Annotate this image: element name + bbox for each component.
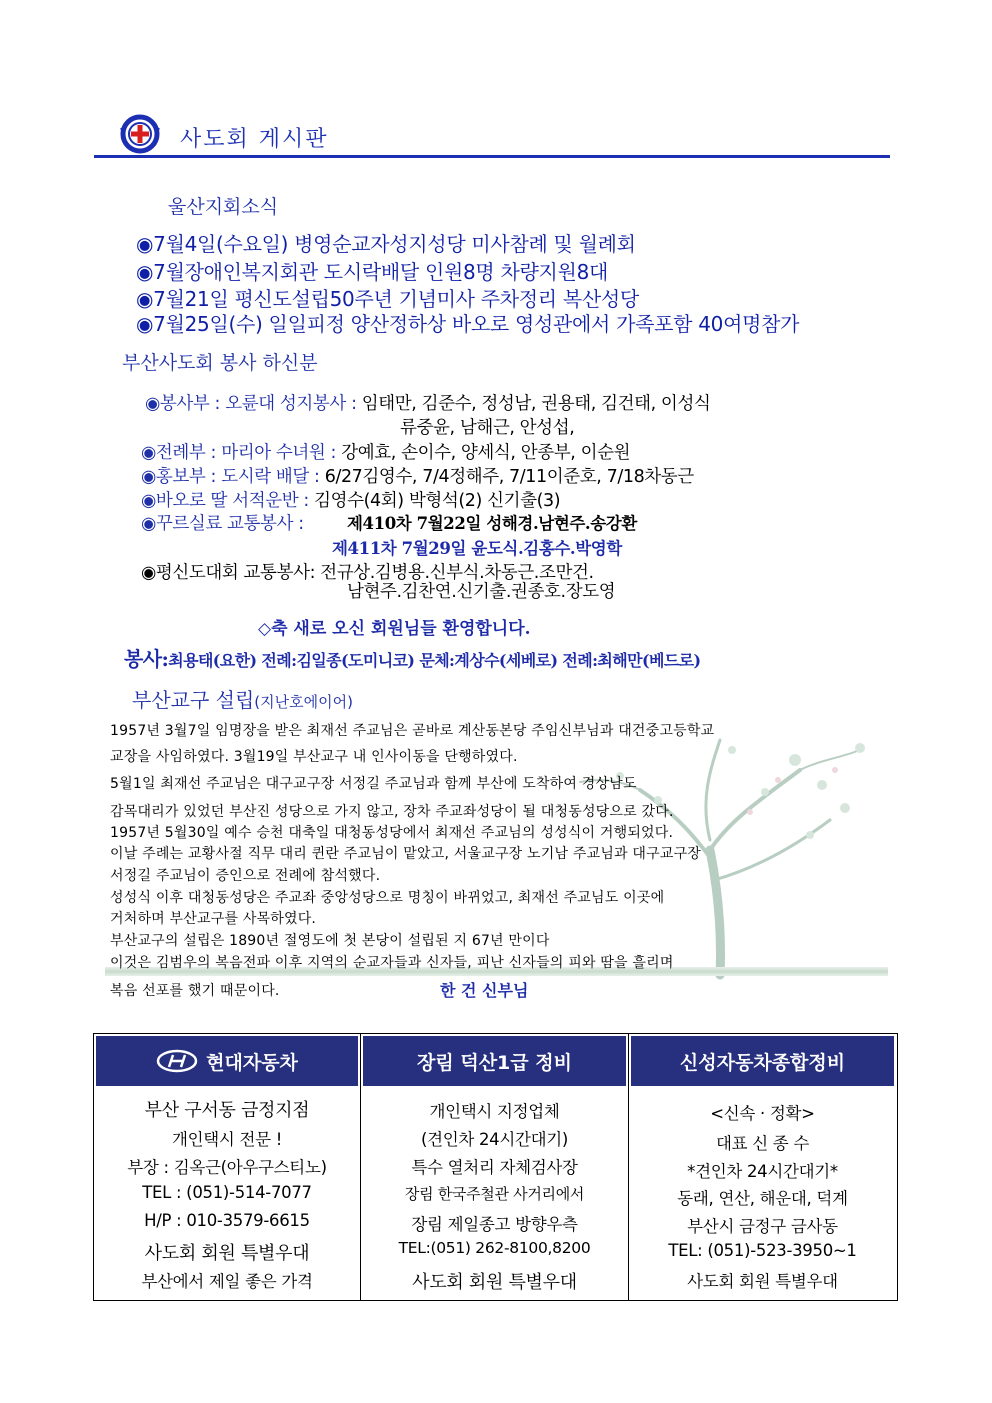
gusilyo-label: ◉꾸르실료 교통봉사 : <box>141 514 304 534</box>
ulsan-news-item: ◉7월장애인복지회관 도시락배달 인원8명 차량지원8대 <box>136 260 609 284</box>
ad-jangrim-deoksan <box>361 1034 629 1300</box>
jeonrye-line <box>141 439 630 464</box>
paulo-line <box>141 487 560 512</box>
bongsa-names-cont: 류중윤, 남해근, 안성섭, <box>400 418 575 438</box>
ad-line: 동래, 연산, 해운대, 덕계 <box>677 1189 848 1208</box>
ad-line: 개인택시 전문 ! <box>171 1130 283 1149</box>
history-heading: 부산교구 설립 <box>132 688 255 712</box>
history-line: 감목대리가 있었던 부산진 성당으로 가지 않고, 장차 주교좌성당이 될 대청동성당으로 갔다. <box>110 804 674 820</box>
history-line: 1957년 3월7일 임명장을 받은 최재선 주교님은 곧바로 계산동본당 주임신부님과 대건중고등학교 <box>110 723 715 739</box>
gusilyo-411: 제411차 7월29일 윤도식.김홍수.박영학 <box>332 539 622 558</box>
history-line: 5월1일 최재선 주교님은 대구교구장 서정길 주교님과 함께 부산에 도착하여 경상남도 <box>110 776 637 792</box>
history-source: (지난호에이어) <box>254 693 353 711</box>
welcome-new-members <box>124 643 701 672</box>
ad-line: H/P : 010-3579-6615 <box>144 1211 310 1230</box>
ad-header <box>631 1036 894 1086</box>
ad-title: 신성자동차종합정비 <box>679 1051 846 1074</box>
pyeongsin-names-cont: 남현주.김찬연.신기출.권종호.장도영 <box>347 582 616 602</box>
ad-line: 부산 구서동 금정지점 <box>144 1100 310 1121</box>
ad-line: TEL:(051) 262-8100,8200 <box>398 1239 591 1257</box>
ads-table <box>93 1033 898 1301</box>
ad-title: 장림 덕산1급 정비 <box>417 1051 572 1074</box>
ad-hyundai <box>94 1034 361 1300</box>
pyeongsin-names: 전규상.김병용.신부식.차동근.조만건. <box>320 563 594 583</box>
ad-title: 현대자동차 <box>206 1051 298 1074</box>
bongsa-line <box>145 390 710 415</box>
hongbo-names: 6/27김영수, 7/4정해주, 7/11이준호, 7/18차동근 <box>324 467 694 487</box>
ad-line: 장림 한국주철관 사거리에서 <box>404 1185 585 1203</box>
page-title: 사도회 게시판 <box>180 127 329 152</box>
ad-line: 사도회 회원 특별우대 <box>412 1272 577 1293</box>
ad-line: 부장 : 김옥근(아우구스티노) <box>127 1158 327 1177</box>
history-line: 성성식 이후 대청동성당은 주교좌 중앙성당으로 명칭이 바뀌었고, 최재선 주교님도 이곳에 <box>110 890 665 906</box>
history-line: 교장을 사임하였다. 3월19일 부산교구 내 인사이동을 단행하였다. <box>110 749 518 765</box>
busan-section-title: 부산사도회 봉사 하신분 <box>122 352 318 374</box>
ad-header <box>96 1036 358 1086</box>
hyundai-logo-icon <box>156 1049 198 1073</box>
history-line: 1957년 5월30일 예수 승천 대축일 대청동성당에서 최재선 주교님의 성성식이 거행되었다. <box>110 825 674 841</box>
jeonrye-names: 강예효, 손이수, 양세식, 안종부, 이순원 <box>341 443 631 463</box>
page-header <box>94 112 890 158</box>
ad-line: (견인차 24시간대기) <box>420 1130 569 1149</box>
history-line: 거처하며 부산교구를 사목하였다. <box>110 911 317 927</box>
welcome-lead: 봉사: <box>124 647 169 671</box>
ad-line: 부산에서 제일 좋은 가격 <box>141 1272 313 1291</box>
history-line: 복음 선포를 했기 때문이다. <box>110 983 280 999</box>
ulsan-section-title: 울산지회소식 <box>168 196 279 218</box>
ulsan-news-item: ◉7월25일(수) 일일피정 양산정하상 바오로 영성관에서 가족포함 40여명참가 <box>136 312 800 336</box>
ad-line: TEL : (051)-514-7077 <box>142 1183 312 1202</box>
ad-sinseong <box>629 1034 896 1300</box>
ulsan-news-item: ◉7월21일 평신도설립50주년 기념미사 주차정리 복산성당 <box>136 287 639 311</box>
ad-line: *견인차 24시간대기* <box>687 1162 838 1181</box>
ad-line: 사도회 회원 특별우대 <box>144 1243 310 1264</box>
ad-line: 부산시 금정구 금사동 <box>687 1217 838 1236</box>
ad-line: TEL: (051)-523-3950~1 <box>668 1241 857 1260</box>
gusilyo-line <box>141 510 304 535</box>
hongbo-label: ◉홍보부 : 도시락 배달 : <box>141 467 325 487</box>
ulsan-news-item: ◉7월4일(수요일) 병영순교자성지성당 미사참례 및 월례회 <box>136 232 636 256</box>
ad-line: 특수 열처리 자체검사장 <box>411 1158 578 1177</box>
gusilyo-410: 제410차 7월22일 성해경.남현주.송강환 <box>347 514 637 533</box>
history-line: 이날 주례는 교황사절 직무 대리 퀸란 주교님이 맡았고, 서울교구장 노기남 주교님과 대구교구장 <box>110 846 702 862</box>
welcome-names: 최용태(요한) 전례:김일종(도미니코) 문체:계상수(세베로) 전례:최해만(베드로) <box>168 651 701 670</box>
welcome-heading: ◇축 새로 오신 회원님들 환영합니다. <box>258 619 531 639</box>
history-line: 부산교구의 설립은 1890년 절영도에 첫 본당이 설립된 지 67년 만이다 <box>110 933 550 949</box>
ad-line: 대표 신 종 수 <box>715 1134 810 1153</box>
pyeongsin-label: ◉평신도대회 교통봉사: <box>141 563 321 583</box>
history-line: 서정길 주교님이 증인으로 전례에 참석했다. <box>110 868 381 884</box>
history-title <box>132 684 353 713</box>
bongsa-label: ◉봉사부 : 오륜대 성지봉사 : <box>145 394 362 414</box>
paulo-names: 김영수(4회) 박형석(2) 신기출(3) <box>314 491 561 511</box>
ad-line: <신속 · 정확> <box>710 1104 815 1123</box>
jeonrye-label: ◉전례부 : 마리아 수녀원 : <box>141 443 342 463</box>
history-signature: 한 건 신부님 <box>440 981 529 1000</box>
history-line: 이것은 김범우의 복음전파 이후 지역의 순교자들과 신자들, 피난 신자들의 피와 땀을 흘리며 <box>110 955 674 971</box>
ad-line: 개인택시 지정업체 <box>429 1102 560 1121</box>
hongbo-line <box>141 463 694 488</box>
catholic-emblem-icon <box>120 114 160 154</box>
ad-header <box>363 1036 626 1086</box>
ad-line: 사도회 회원 특별우대 <box>687 1272 838 1291</box>
ad-line: 장림 제일종고 방향우측 <box>411 1215 578 1234</box>
bongsa-names: 임태만, 김준수, 정성남, 권용태, 김건태, 이성식 <box>361 394 711 414</box>
paulo-label: ◉바오로 딸 서적운반 : <box>141 491 315 511</box>
